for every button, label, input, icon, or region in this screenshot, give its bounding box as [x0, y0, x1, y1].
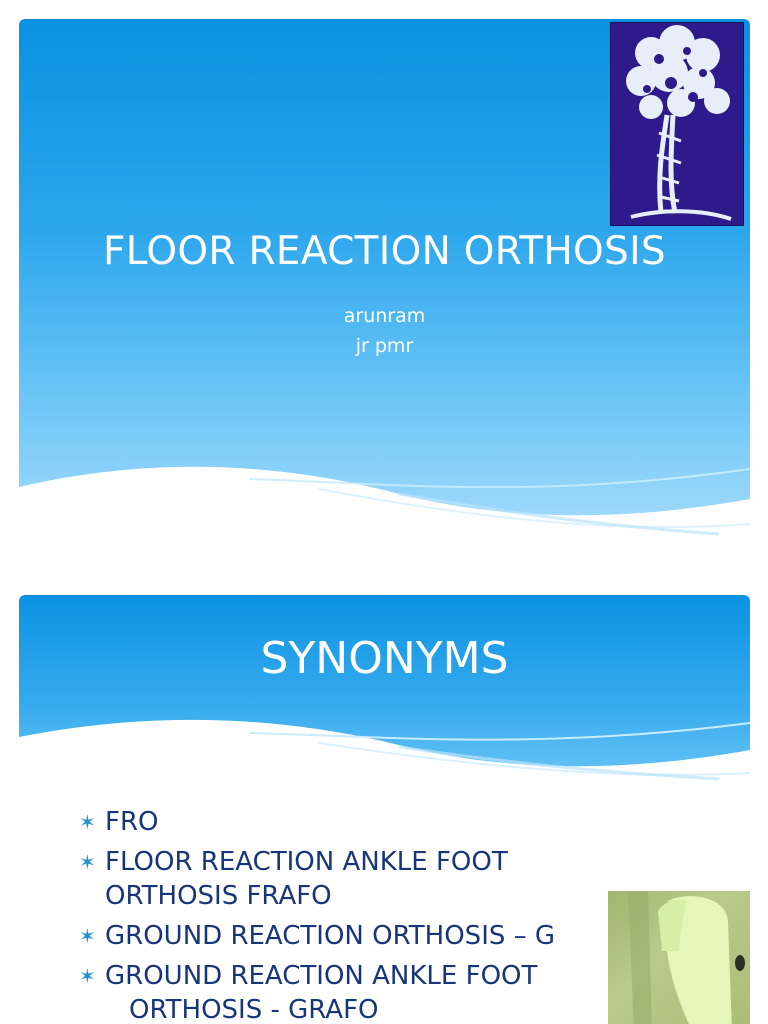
asterisk-bullet-icon: ✶ [79, 964, 96, 988]
bullet-text: ORTHOSIS FRAFO [105, 881, 332, 911]
tree-logo-icon [611, 23, 743, 225]
title-slide [19, 19, 750, 539]
bullet-text: FRO [105, 807, 159, 837]
bullet-text: FLOOR REACTION ANKLE FOOT [105, 847, 508, 877]
list-item [79, 805, 750, 839]
slide-title: FLOOR REACTION ORTHOSIS [103, 229, 666, 274]
asterisk-bullet-icon: ✶ [79, 850, 96, 874]
wave-decoration [19, 705, 750, 805]
author-name: arunram [343, 305, 426, 327]
bullet-text: ORTHOSIS - GRAFO [129, 995, 379, 1024]
bullet-text: GROUND REACTION ANKLE FOOT [105, 961, 538, 991]
wave-decoration [19, 439, 750, 539]
author-role: jr pmr [355, 335, 414, 357]
bullet-text: GROUND REACTION ORTHOSIS – G [105, 921, 556, 951]
orthosis-photo [608, 891, 750, 1024]
slide-title: SYNONYMS [260, 633, 509, 684]
asterisk-bullet-icon: ✶ [79, 810, 96, 834]
asterisk-bullet-icon: ✶ [79, 924, 96, 948]
synonyms-slide [19, 595, 750, 1024]
